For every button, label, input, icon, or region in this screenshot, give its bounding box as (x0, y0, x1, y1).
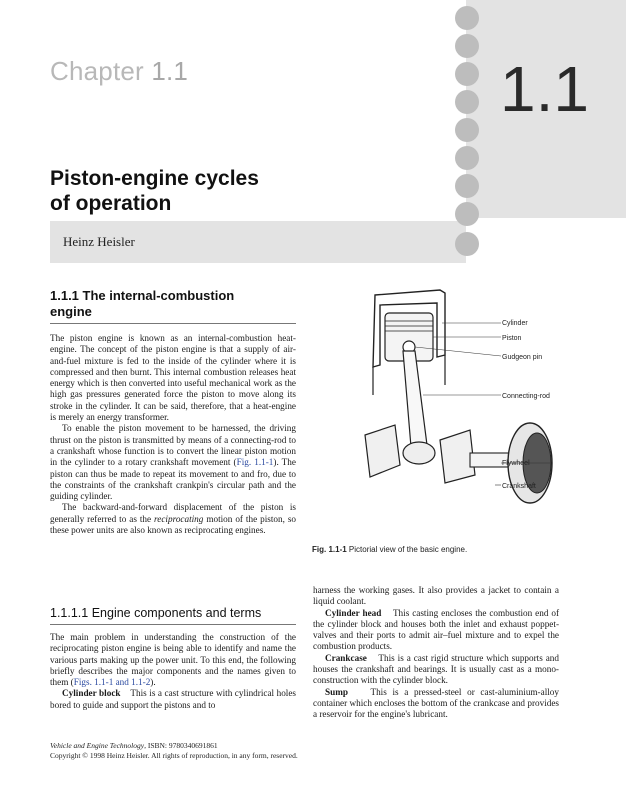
crank-web (365, 425, 400, 477)
section-1-1-1-body (50, 333, 296, 536)
paragraph (50, 502, 296, 536)
margin-dot-decoration (455, 174, 479, 198)
chapter-word: Chapter (50, 56, 144, 86)
figure-caption-text: Pictorial view of the basic engine. (348, 545, 468, 554)
margin-dot-decoration (455, 118, 479, 142)
big-end (403, 442, 435, 464)
text: ). The piston can thus be made to repeat its movement to and fro, due to the constraints of the crankshaft crankpin's circular path and the guiding cylinder. (50, 457, 296, 502)
engine-figure (345, 285, 595, 535)
chapter-big-number: 1.1 (500, 53, 589, 125)
figure-caption (312, 545, 592, 554)
paragraph (50, 423, 296, 502)
margin-dot-decoration (455, 34, 479, 58)
connecting-rod (403, 351, 427, 447)
run-in-heading: Cylinder head (325, 607, 382, 618)
paragraph (313, 687, 559, 721)
margin-dot-decoration (455, 6, 479, 30)
figure-label-cylinder: Cylinder (502, 320, 528, 327)
figure-label-flywheel: Flywheel (502, 460, 530, 467)
emphasis: reciprocating (154, 513, 204, 524)
copyright: Copyright © 1998 Heinz Heisler. All rights of reproduction, in any form, reserved. (50, 751, 298, 760)
paragraph (313, 653, 559, 687)
margin-dot-decoration (455, 202, 479, 226)
text: This is a cast rigid structure which supports and houses the crankshaft and bearings. It is usually cast as a mono-construction with the cylinder block. (313, 652, 559, 686)
author-name: Heinz Heisler (63, 234, 135, 249)
paragraph (50, 632, 296, 688)
paragraph: The piston engine is known as an internal-combustion heat-engine. The concept of the piston engine is that a supply of air-and-fuel mixture is fed to the inside of the cylinder where it is compressed and then burnt. This internal combustion releases heat energy which is then converted into useful mechanical work as the high gas pressures generated force the piston to move along its stroke in the cylinder. It can be said, therefore, that a heat-engine is merely an energy transformer. (50, 333, 296, 423)
figure-label-gudgeon-pin: Gudgeon pin (502, 354, 543, 361)
section-rule (50, 323, 296, 324)
margin-dot-decoration (455, 146, 479, 170)
chapter-label (50, 56, 188, 87)
section-heading-1-1-1-1: 1.1.1.1 Engine components and terms (50, 606, 262, 620)
run-in-heading: Sump (325, 686, 348, 697)
run-in-heading: Cylinder block (62, 688, 121, 699)
book-title: Vehicle and Engine Technology (50, 741, 145, 750)
paragraph: harness the working gases. It also provides a jacket to contain a liquid coolant. (313, 585, 559, 607)
margin-dot-decoration (455, 232, 479, 256)
margin-dot-decoration (455, 62, 479, 86)
figure-caption-number: Fig. 1.1-1 (312, 545, 347, 554)
section-heading-1-1-1 (50, 288, 296, 320)
chapter-title-line-1: Piston-engine cycles (50, 167, 259, 190)
text: This is a pressed-steel or cast-aluminium-alloy container which encloses the bottom of the crankcase and provides a reservoir for the engine's lubricant. (313, 686, 559, 720)
figure-label-piston: Piston (502, 335, 522, 342)
isbn: , ISBN: 9780340691861 (144, 741, 218, 750)
text: The backward-and-forward displacement of the piston is generally referred to as the (50, 502, 296, 524)
figure-label-connecting-rod: Connecting-rod (502, 393, 550, 400)
text: This is a cast structure with cylindrical holes bored to guide and support the pistons and to (50, 688, 297, 710)
text: ). (150, 677, 156, 688)
right-column-body (313, 585, 559, 721)
chapter-number: 1.1 (151, 56, 189, 86)
paragraph (313, 608, 559, 653)
section-1-1-1-1-body (50, 632, 296, 711)
chapter-title-line-2: of operation (50, 192, 172, 215)
text: motion of the piston, so these power units are also known as reciprocating engines. (50, 513, 296, 536)
section-heading-line-2: engine (50, 304, 92, 319)
page-footer (50, 741, 298, 761)
text: This casting encloses the combustion end of the cylinder block and houses both the inlet and exhaust poppet-valves and their ports to admit air–fuel mixture and to expel the combustion products. (313, 607, 560, 652)
figure-link[interactable]: Fig. 1.1-1 (236, 457, 274, 468)
chapter-title (50, 166, 350, 216)
text: To enable the piston movement to be harnessed, the driving thrust on the piston is transmitted by means of a connecting-rod to a crankshaft whose function is to convert the linear piston motion in the cylinder to a rotary crankshaft movement ( (50, 423, 296, 468)
section-rule (50, 624, 296, 625)
text: The main problem in understanding the construction of the reciprocating piston engine is being able to identify and name the various parts making up the power unit. To this end, the following briefly describes the major components and the names given to them ( (50, 632, 296, 688)
figure-label-crankshaft: Crankshaft (502, 483, 536, 490)
run-in-heading: Crankcase (325, 652, 367, 663)
paragraph (50, 688, 296, 711)
figure-link[interactable]: Figs. 1.1-1 and 1.1-2 (73, 677, 151, 688)
margin-dot-decoration (455, 90, 479, 114)
section-heading-line-1: 1.1.1 The internal-combustion (50, 288, 235, 303)
